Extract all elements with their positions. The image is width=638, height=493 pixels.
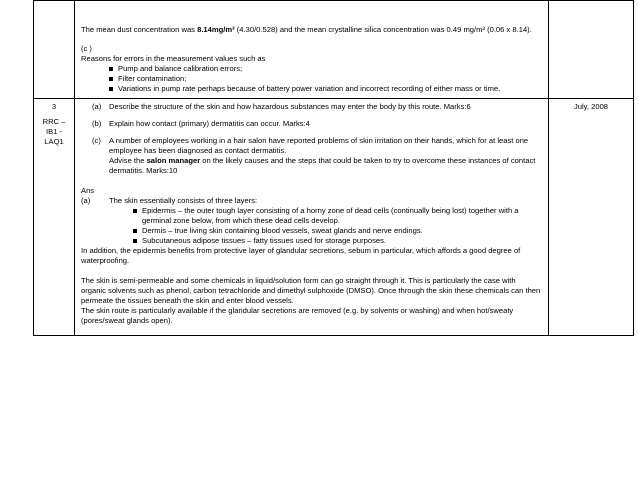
- list-item: Subcutaneous adipose tissues – fatty tissues used for storage purposes.: [133, 236, 542, 246]
- table-row: [34, 99, 634, 336]
- list-item: Epidermis – the outer tough layer consisting of a horny zone of dead cells (continually being lost) together with a germinal zone below, from which these dead cells develop.: [133, 206, 542, 226]
- list-item: Pump and balance calibration errors;: [109, 64, 542, 74]
- salon-manager-emphasis: salon manager: [146, 156, 201, 165]
- question-label: (a): [92, 102, 102, 111]
- route-paragraph: The skin route is particularly available if the glandular secretions are removed (e.g. by solvents or washing) and when hot/sweaty (pores/sweat glands open).: [81, 306, 514, 325]
- epidermis-note: In addition, the epidermis benefits from protective layer of glandular secretions, sebum in particular, which affords a good degree of waterproofing.: [81, 246, 521, 265]
- question-a: [81, 102, 542, 112]
- skin-layers-list: [81, 206, 542, 246]
- section-label: (c ): [81, 44, 92, 53]
- date-cell: [549, 1, 634, 99]
- reasons-intro: Reasons for errors in the measurement values such as: [81, 54, 266, 63]
- question-date: July, 2008: [573, 102, 609, 111]
- list-item: Filter contamination;: [109, 74, 542, 84]
- dust-concentration-text: The mean dust concentration was 8.14mg/m³ (4.30/0.528) and the mean crystalline silica concentration was 0.49 mg/m³ (0.06 x 8.14).: [81, 25, 532, 34]
- date-cell: [549, 99, 634, 336]
- document-table: [33, 0, 634, 336]
- list-item: Variations in pump rate perhaps because of battery power variation and incorrect recording of either mass or time.: [109, 84, 542, 94]
- question-text: A number of employees working in a hair salon have reported problems of skin irritation on their hands, which for at least one employee has been diagnosed as contact dermatitis.: [109, 136, 529, 155]
- answer-a: [81, 196, 542, 206]
- question-number: 3: [51, 102, 57, 111]
- question-label: (b): [92, 119, 102, 128]
- list-item: Dermis – true living skin containing blood vessels, sweat glands and nerve endings.: [133, 226, 542, 236]
- number-cell: [34, 99, 75, 336]
- dust-value: 8.14mg/m³: [197, 25, 235, 34]
- advise-text: Advise the salon manager on the likely causes and the steps that could be taken to try to overcome these instances of contact dermatitis. Marks:10: [109, 156, 536, 175]
- answer-heading: Ans: [81, 186, 95, 195]
- answer-intro: The skin essentially consists of three layers:: [109, 196, 258, 205]
- content-cell: [75, 99, 549, 336]
- number-cell: [34, 1, 75, 99]
- question-text: Describe the structure of the skin and how hazardous substances may enter the body by this route. Marks:6: [109, 102, 471, 111]
- question-c: [81, 136, 542, 176]
- reasons-list: [81, 64, 542, 94]
- question-label: (c): [92, 136, 101, 145]
- question-reference: RRC – IB1 - LAQ1: [42, 117, 66, 146]
- answer-label: (a): [81, 196, 91, 205]
- question-b: [81, 119, 542, 129]
- question-text: Explain how contact (primary) dermatitis can occur. Marks:4: [109, 119, 310, 128]
- content-cell: [75, 1, 549, 99]
- permeable-paragraph: The skin is semi-permeable and some chemicals in liquid/solution form can go straight through it. This is particularly the case with organic solvents such as phenol, carbon tetrachloride and dimethyl sulphoxide (DMSO). Once through the skin these chemicals can then permeate the tissues beneath the skin and enter blood vessels.: [81, 276, 541, 305]
- table-row: [34, 1, 634, 99]
